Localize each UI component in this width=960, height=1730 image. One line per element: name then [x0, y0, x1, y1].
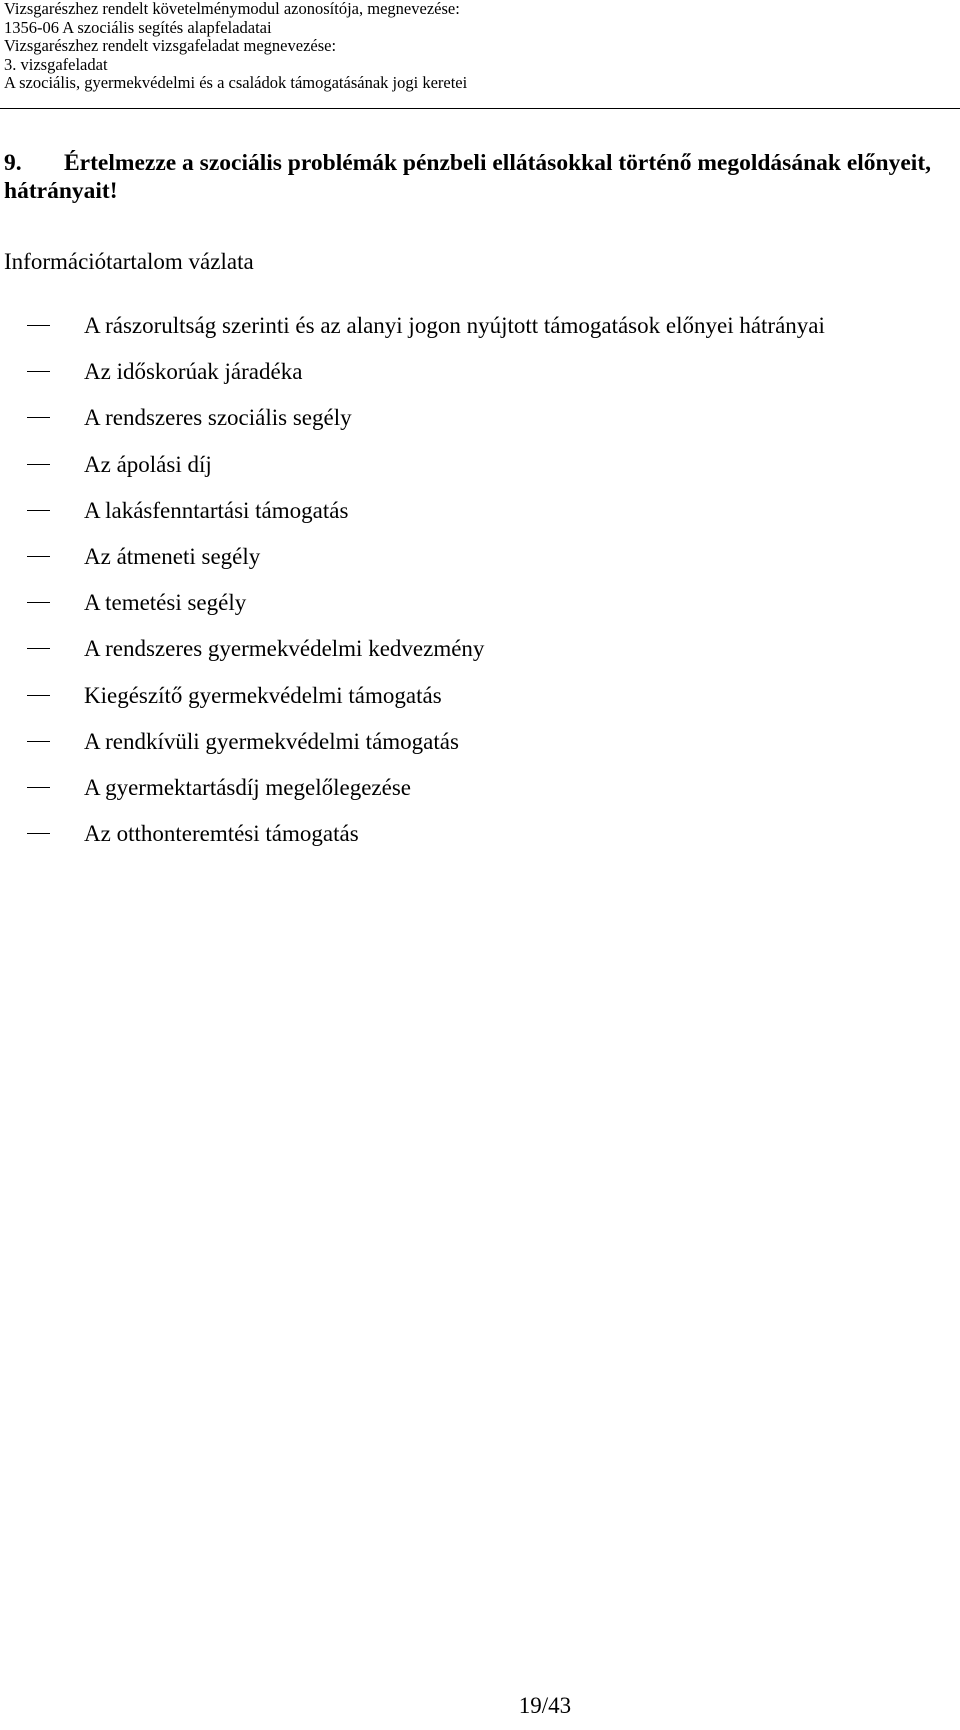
list-item	[0, 543, 960, 589]
dash-bullet-icon	[27, 371, 50, 372]
list-item-text: A lakásfenntartási támogatás	[84, 497, 349, 523]
header-module-label: Vizsgarészhez rendelt követelménymodul azonosítója, megnevezése:	[4, 0, 460, 18]
list-item	[0, 589, 960, 635]
list-item-text: A rászorultság szerinti és az alanyi jogon nyújtott támogatások előnyei hátrányai	[84, 313, 825, 338]
list-item	[0, 404, 960, 450]
list-item	[0, 820, 960, 866]
list-item-text: A rendszeres gyermekvédelmi kedvezmény	[84, 636, 485, 662]
list-item-text: A gyermektartásdíj megelőlegezése	[84, 774, 411, 800]
list-item	[0, 497, 960, 543]
list-item	[0, 451, 960, 497]
question-heading	[4, 149, 954, 205]
dash-bullet-icon	[27, 417, 50, 418]
dash-bullet-icon	[27, 648, 50, 649]
list-item	[0, 728, 960, 774]
list-item	[0, 682, 960, 728]
list-item	[0, 358, 960, 404]
question-number: 9.	[4, 150, 22, 176]
list-item-text: A temetési segély	[84, 590, 247, 616]
list-item	[0, 635, 960, 681]
header-divider	[0, 108, 960, 109]
dash-bullet-icon	[27, 325, 50, 326]
dash-bullet-icon	[27, 741, 50, 742]
header-task-name: A szociális, gyermekvédelmi és a családok támogatásának jogi keretei	[4, 73, 468, 92]
dash-bullet-icon	[27, 695, 50, 696]
dash-bullet-icon	[27, 602, 50, 603]
dash-bullet-icon	[27, 464, 50, 465]
dash-bullet-icon	[27, 833, 50, 834]
list-item-text: Kiegészítő gyermekvédelmi támogatás	[84, 682, 442, 708]
list-item-text: Az időskorúak járadéka	[84, 359, 303, 385]
outline-list	[0, 312, 960, 866]
list-item-text: Az átmeneti segély	[84, 543, 261, 569]
list-item	[0, 774, 960, 820]
list-item-text: Az otthonteremtési támogatás	[84, 821, 359, 847]
dash-bullet-icon	[27, 556, 50, 557]
outline-title: Információtartalom vázlata	[4, 249, 254, 274]
dash-bullet-icon	[27, 787, 50, 788]
question-text: Értelmezze a szociális problémák pénzbeli ellátásokkal történő megoldásának előnyeit, hátrányait!	[4, 150, 932, 204]
list-item-text: Az ápolási díj	[84, 451, 212, 477]
dash-bullet-icon	[27, 510, 50, 511]
page-number: 19/43	[518, 1693, 572, 1718]
document-header	[4, 0, 954, 93]
list-item-text: A rendszeres szociális segély	[84, 405, 352, 431]
header-task-label: Vizsgarészhez rendelt vizsgafeladat megnevezése:	[4, 36, 337, 55]
header-module-name: 1356-06 A szociális segítés alapfeladatai	[4, 17, 272, 37]
header-task-number: 3. vizsgafeladat	[4, 54, 108, 74]
list-item	[0, 312, 960, 358]
list-item-text: A rendkívüli gyermekvédelmi támogatás	[84, 728, 459, 754]
